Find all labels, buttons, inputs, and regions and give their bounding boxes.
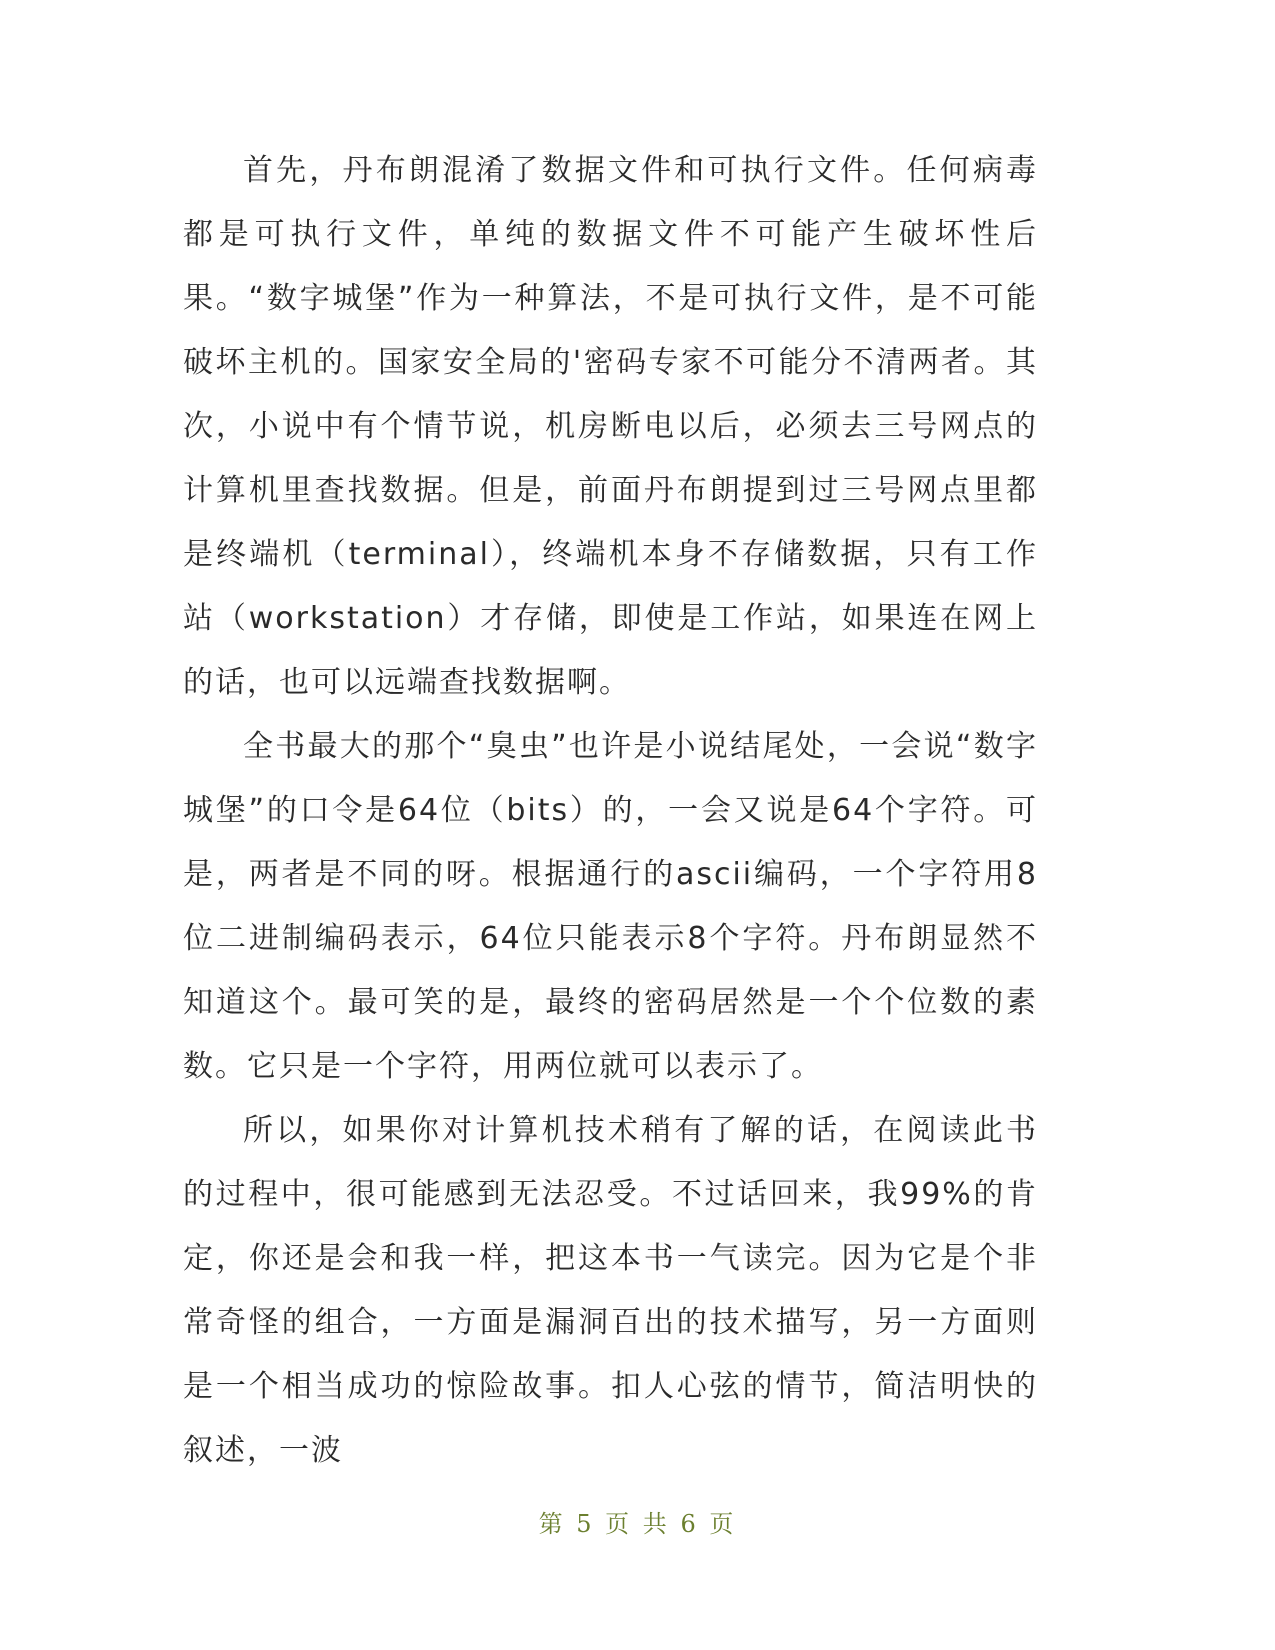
paragraph-3: 所以，如果你对计算机技术稍有了解的话，在阅读此书的过程中，很可能感到无法忍受。不过话回来，我99%的肯定，你还是会和我一样，把这本书一气读完。因为它是个非常奇怪的组合，一方面是漏洞百出的技术描写，另一方面则是一个相当成功的惊险故事。扣人心弦的情节，简洁明快的叙述，一波 [183,1113,1038,1468]
body-text [183,139,1038,1483]
paragraph-1: 首先，丹布朗混淆了数据文件和可执行文件。任何病毒都是可执行文件，单纯的数据文件不可能产生破坏性后果。“数字城堡”作为一种算法，不是可执行文件，是不可能破坏主机的。国家安全局的'密码专家不可能分不清两者。其次，小说中有个情节说，机房断电以后，必须去三号网点的计算机里查找数据。但是，前面丹布朗提到过三号网点里都是终端机（terminal），终端机本身不存储数据，只有工作站（workstation）才存储，即使是工作站，如果连在网上的话，也可以远端查找数据啊。 [183,153,1038,700]
page-number-footer: 第 5 页 共 6 页 [538,1510,737,1538]
paragraph-2: 全书最大的那个“臭虫”也许是小说结尾处，一会说“数字城堡”的口令是64位（bits）的，一会又说是64个字符。可是，两者是不同的呀。根据通行的ascii编码，一个字符用8位二进制编码表示，64位只能表示8个字符。丹布朗显然不知道这个。最可笑的是，最终的密码居然是一个个位数的素数。它只是一个字符，用两位就可以表示了。 [183,729,1038,1084]
